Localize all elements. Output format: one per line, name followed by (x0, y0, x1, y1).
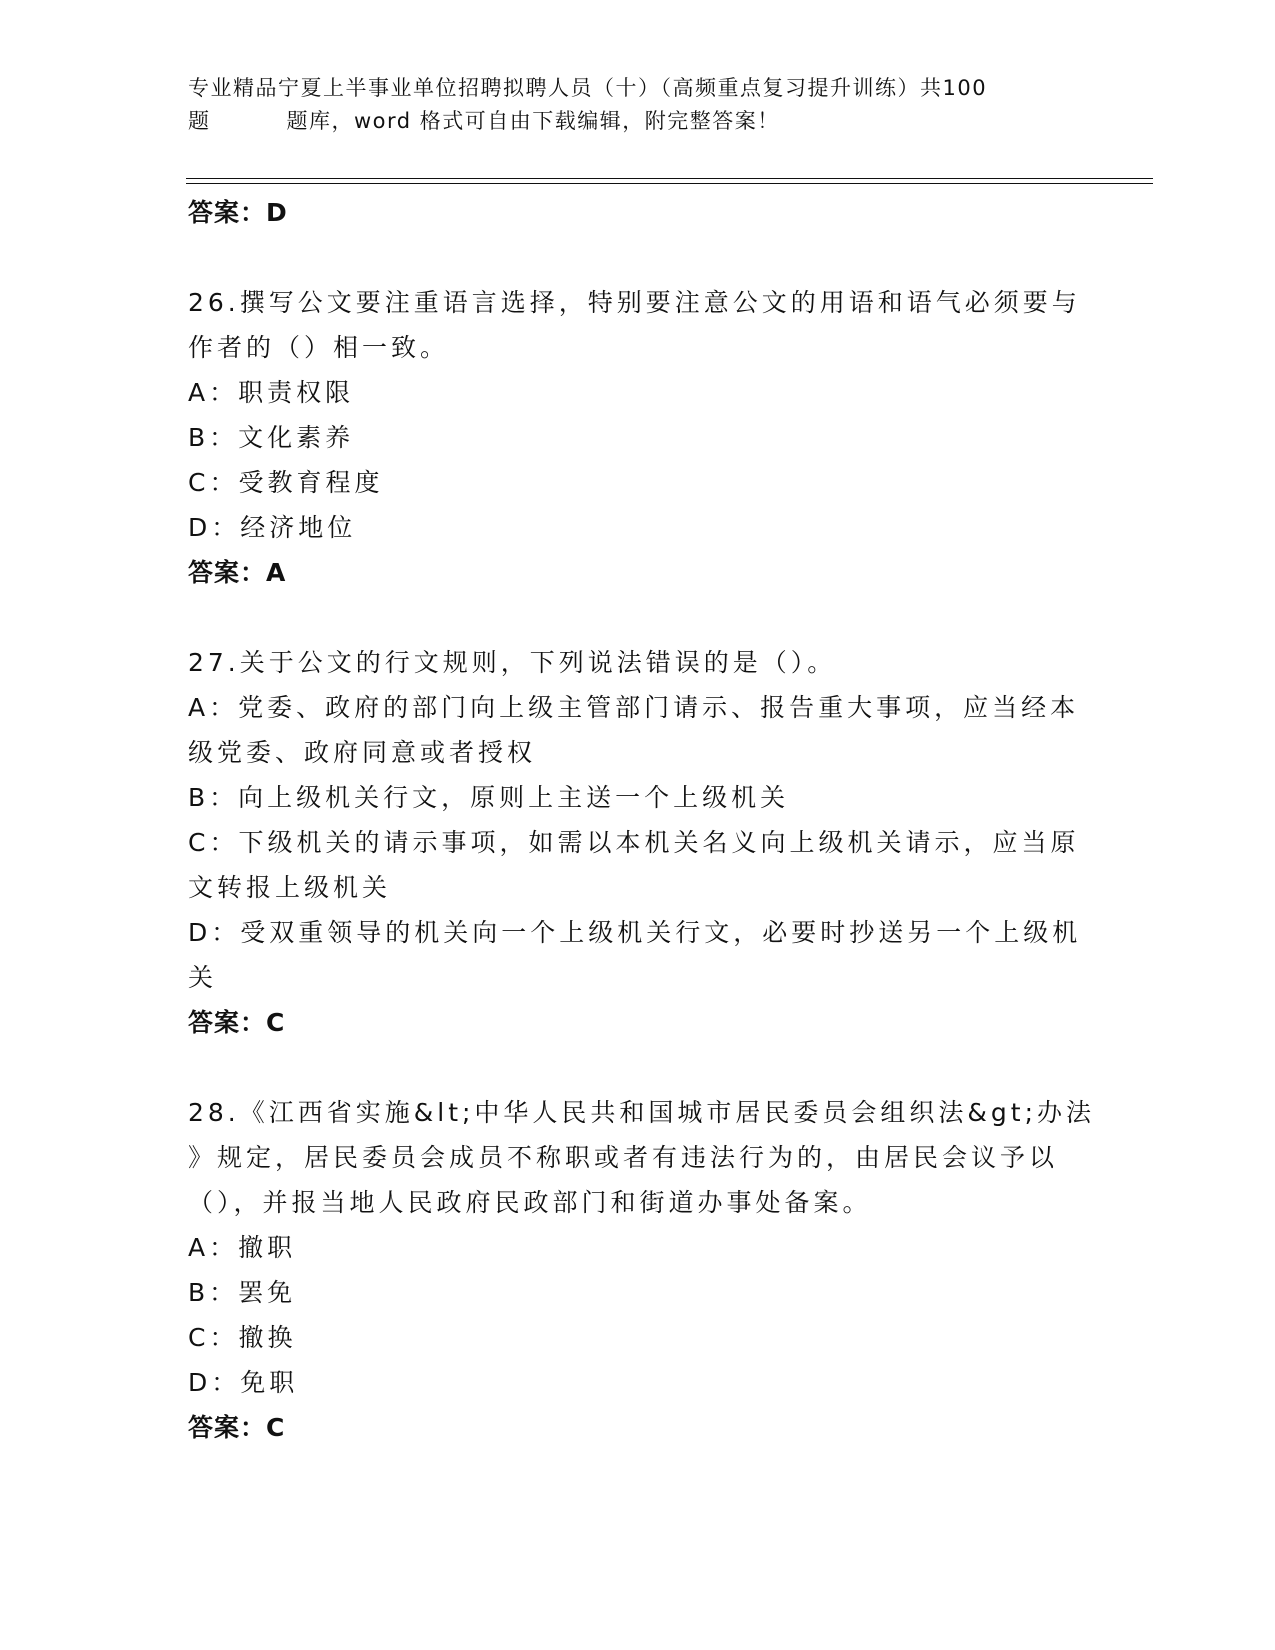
question-28 (188, 1090, 1096, 1450)
question-stem-line: 26.撰写公文要注重语言选择，特别要注意公文的用语和语气必须要与 (188, 288, 1081, 317)
option-d: D：经济地位 (188, 513, 357, 542)
option-b: B：向上级机关行文，原则上主送一个上级机关 (188, 783, 790, 812)
document-header (188, 72, 1088, 138)
option-c-cont: 文转报上级机关 (188, 873, 392, 902)
question-stem-line: 28.《江西省实施&lt;中华人民共和国城市居民委员会组织法&gt;办法 (188, 1098, 1096, 1127)
option-a-cont: 级党委、政府同意或者授权 (188, 738, 537, 767)
previous-answer: 答案：D (188, 198, 288, 227)
question-stem-line: 27.关于公文的行文规则，下列说法错误的是（）。 (188, 648, 837, 677)
answer: 答案：C (188, 1008, 286, 1037)
header-line2-right: 题库，word 格式可自由下载编辑，附完整答案！ (286, 109, 780, 133)
question-stem-line: （），并报当地人民政府民政部门和街道办事处备案。 (188, 1188, 872, 1217)
option-d-cont: 关 (188, 963, 218, 992)
option-a: A：撤职 (188, 1233, 297, 1262)
option-d: D：受双重领导的机关向一个上级机关行文，必要时抄送另一个上级机 (188, 918, 1082, 947)
header-line2-left: 题 (188, 109, 211, 133)
question-stem-line: 》规定，居民委员会成员不称职或者有违法行为的，由居民会议予以 (188, 1143, 1059, 1172)
option-c: C：下级机关的请示事项，如需以本机关名义向上级机关请示，应当原 (188, 828, 1080, 857)
question-27 (188, 640, 1088, 1045)
option-b: B：文化素养 (188, 423, 355, 452)
option-d: D：免职 (188, 1368, 299, 1397)
answer: 答案：A (188, 558, 287, 587)
answer: 答案：C (188, 1413, 286, 1442)
option-c: C：撤换 (188, 1323, 297, 1352)
header-rule-top (186, 178, 1153, 179)
header-rule-bottom (186, 183, 1153, 184)
question-26 (188, 280, 1088, 595)
option-b: B：罢免 (188, 1278, 297, 1307)
question-stem-line: 作者的（）相一致。 (188, 333, 450, 362)
header-title-line1: 专业精品宁夏上半事业单位招聘拟聘人员（十）（高频重点复习提升训练）共100 (188, 76, 988, 100)
question-list (188, 190, 1096, 1450)
option-a: A：职责权限 (188, 378, 355, 407)
option-a: A：党委、政府的部门向上级主管部门请示、报告重大事项，应当经本 (188, 693, 1080, 722)
option-c: C：受教育程度 (188, 468, 384, 497)
header-title-line2 (188, 105, 1088, 138)
